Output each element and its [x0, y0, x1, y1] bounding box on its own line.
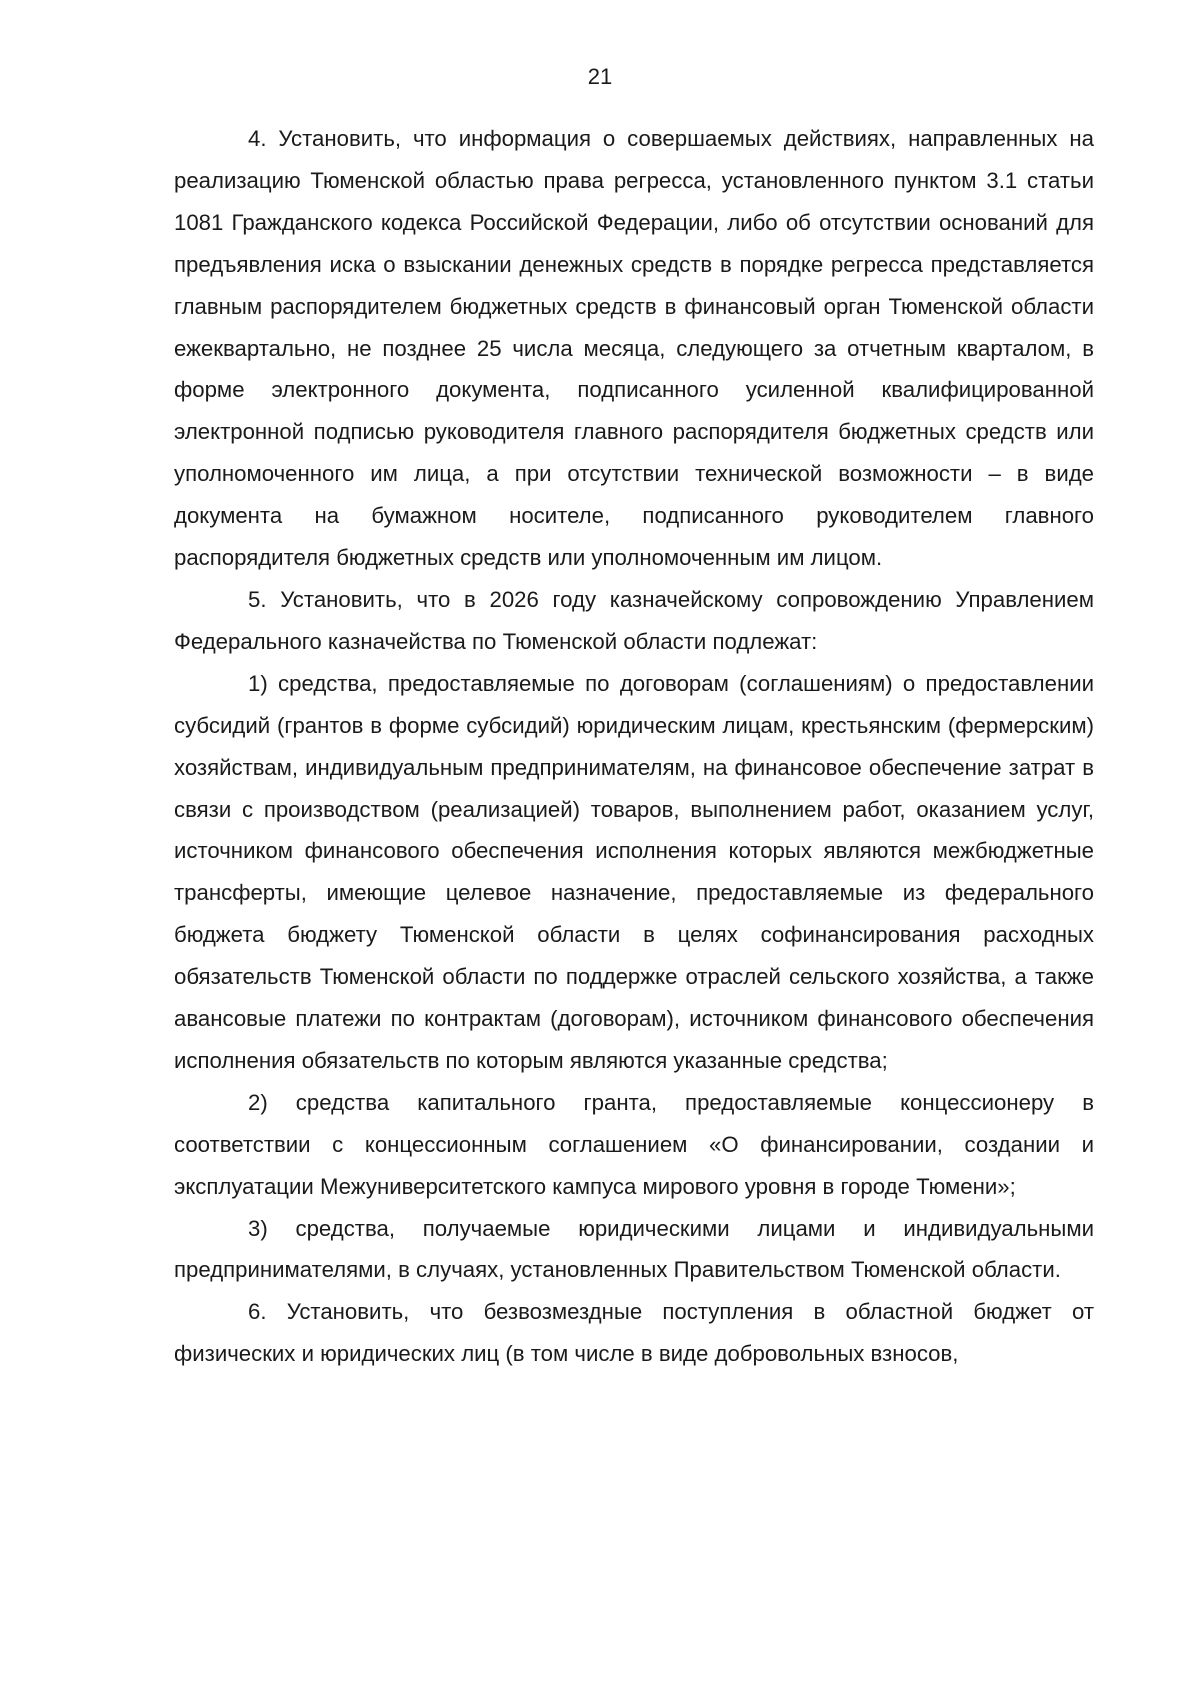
page-number: 21: [587, 64, 613, 89]
paragraph-5: 5. Установить, что в 2026 году казначейскому сопровождению Управлением Федерального казначейства по Тюменской области подлежат:: [174, 586, 1094, 654]
document-body: [174, 118, 1094, 1375]
paragraph-5-item-1: 1) средства, предоставляемые по договорам (соглашениям) о предоставлении субсидий (грантов в форме субсидий) юридическим лицам, крестьянским (фермерским) хозяйствам, индивидуальным предпринимателям, на финансовое обеспечение затрат в связи с производством (реализацией) товаров, выполнением работ, оказанием услуг, источником финансового обеспечения исполнения которых являются межбюджетные трансферты, имеющие целевое назначение, предоставляемые из федерального бюджета бюджету Тюменской области в целях софинансирования расходных обязательств Тюменской области по поддержке отраслей сельского хозяйства, а также авансовые платежи по контрактам (договорам), источником финансового обеспечения исполнения обязательств по которым являются указанные средства;: [174, 670, 1094, 1073]
paragraph-5-item-2: 2) средства капитального гранта, предоставляемые концессионеру в соответствии с концессионным соглашением «О финансировании, создании и эксплуатации Межуниверситетского кампуса мирового уровня в городе Тюмени»;: [174, 1089, 1094, 1199]
paragraph-6: 6. Установить, что безвозмездные поступления в областной бюджет от физических и юридических лиц (в том числе в виде добровольных взносов,: [174, 1299, 1094, 1367]
paragraph-5-item-3: 3) средства, получаемые юридическими лицами и индивидуальными предпринимателями, в случаях, установленных Правительством Тюменской области.: [174, 1215, 1094, 1283]
paragraph-4: 4. Установить, что информация о совершаемых действиях, направленных на реализацию Тюменской областью права регресса, установленного пунктом 3.1 статьи 1081 Гражданского кодекса Российской Федерации, либо об отсутствии оснований для предъявления иска о взыскании денежных средств в порядке регресса представляется главным распорядителем бюджетных средств в финансовый орган Тюменской области ежеквартально, не позднее 25 числа месяца, следующего за отчетным кварталом, в форме электронного документа, подписанного усиленной квалифицированной электронной подписью руководителя главного распорядителя бюджетных средств или уполномоченного им лица, а при отсутствии технической возможности – в виде документа на бумажном носителе, подписанного руководителем главного распорядителя бюджетных средств или уполномоченным им лицом.: [174, 126, 1094, 571]
